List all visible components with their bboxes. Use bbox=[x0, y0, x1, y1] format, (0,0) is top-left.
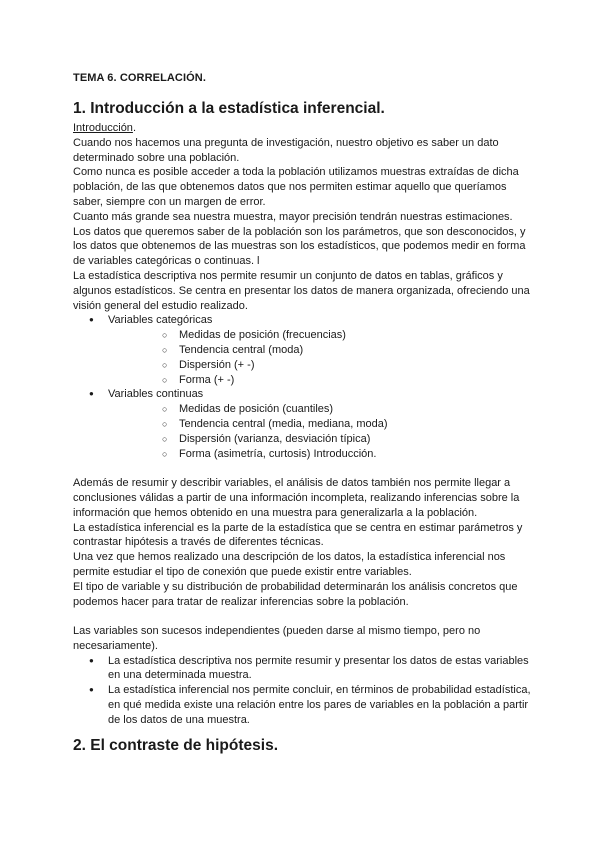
subheading: Introducción bbox=[73, 122, 133, 134]
sub-list bbox=[108, 328, 535, 387]
sub-list-item: ○ Tendencia central (media, mediana, moda) bbox=[108, 417, 535, 432]
sub-list-item: ○ Dispersión (varianza, desviación típica) bbox=[108, 432, 535, 447]
inference-list bbox=[73, 654, 535, 728]
variable-types-list bbox=[73, 313, 535, 461]
list-item: ● La estadística descriptiva nos permite resumir y presentar los datos de estas variables en una determinada muestra. bbox=[73, 654, 535, 684]
topic-title: TEMA 6. CORRELACIÓN. bbox=[73, 72, 206, 84]
sub-list-item: ○ Tendencia central (moda) bbox=[108, 343, 535, 358]
paragraph: Además de resumir y describir variables, el análisis de datos también nos permite llegar a conclusiones válidas a partir de una información incompleta, realizando inferencias sobre la información que hemos obtenido en una muestra para generalizarla a la población. bbox=[73, 477, 520, 519]
list-item-label: Variables continuas bbox=[108, 388, 204, 401]
paragraph: Las variables son sucesos independientes (pueden darse al mismo tiempo, pero no necesariamente). bbox=[73, 625, 481, 652]
paragraph: Cuando nos hacemos una pregunta de investigación, nuestro objetivo es saber un dato determinado sobre una población. bbox=[73, 136, 499, 164]
list-item: ● La estadística inferencial nos permite concluir, en términos de probabilidad estadística, en qué medida existe una relación entre los pares de variables en la población a partir de los datos de una muestra. bbox=[73, 683, 535, 727]
list-item-label: Variables categóricas bbox=[108, 314, 213, 327]
subheading-period: . bbox=[132, 122, 136, 134]
subheading-line bbox=[73, 121, 535, 136]
spacer bbox=[73, 461, 535, 476]
paragraph: Cuanto más grande sea nuestra muestra, mayor precisión tendrán nuestras estimaciones. bbox=[73, 210, 513, 223]
paragraph: Los datos que queremos saber de la población son los parámetros, que son desconocidos, y los datos que obtenemos de las muestras son los estadísticos, que podemos medir en forma de variables categóricas o continuas. l bbox=[73, 225, 526, 268]
sub-list-item: ○ Forma (+ -) bbox=[108, 373, 535, 388]
paragraph: Una vez que hemos realizado una descripción de los datos, la estadística inferencial nos permite estudiar el tipo de conexión que puede existir entre variables. bbox=[73, 551, 506, 578]
paragraph: La estadística descriptiva nos permite resumir un conjunto de datos en tablas, gráficos y algunos estadísticos. Se centra en presentar los datos de manera organizada, ofreciendo una visión general del estudio realizado. bbox=[73, 269, 530, 312]
paragraph: El tipo de variable y su distribución de probabilidad determinarán los análisis concretos que podemos hacer para tratar de realizar inferencias sobre la población. bbox=[73, 580, 518, 608]
list-item bbox=[73, 313, 535, 387]
section-1-heading: 1. Introducción a la estadística inferencial. bbox=[73, 100, 385, 117]
paragraph: La estadística inferencial es la parte de la estadística que se centra en estimar parámetros y contrastar hipótesis a través de diferentes técnicas. bbox=[73, 521, 523, 549]
sub-list-item: ○ Medidas de posición (cuantiles) bbox=[108, 402, 535, 417]
paragraph: Como nunca es posible acceder a toda la población utilizamos muestras extraídas de dicha población, de las que obtenemos datos que nos permiten estimar aquello que queríamos saber, siempre con un margen de error. bbox=[73, 166, 519, 208]
spacer bbox=[73, 609, 535, 624]
section-2-heading: 2. El contraste de hipótesis. bbox=[73, 737, 279, 754]
sub-list-item: ○ Dispersión (+ -) bbox=[108, 358, 535, 373]
section-1-body bbox=[73, 121, 535, 728]
sub-list-item: ○ Medidas de posición (frecuencias) bbox=[108, 328, 535, 343]
sub-list-item: ○ Forma (asimetría, curtosis) Introducción. bbox=[108, 447, 535, 462]
sub-list bbox=[108, 402, 535, 461]
list-item bbox=[73, 387, 535, 461]
